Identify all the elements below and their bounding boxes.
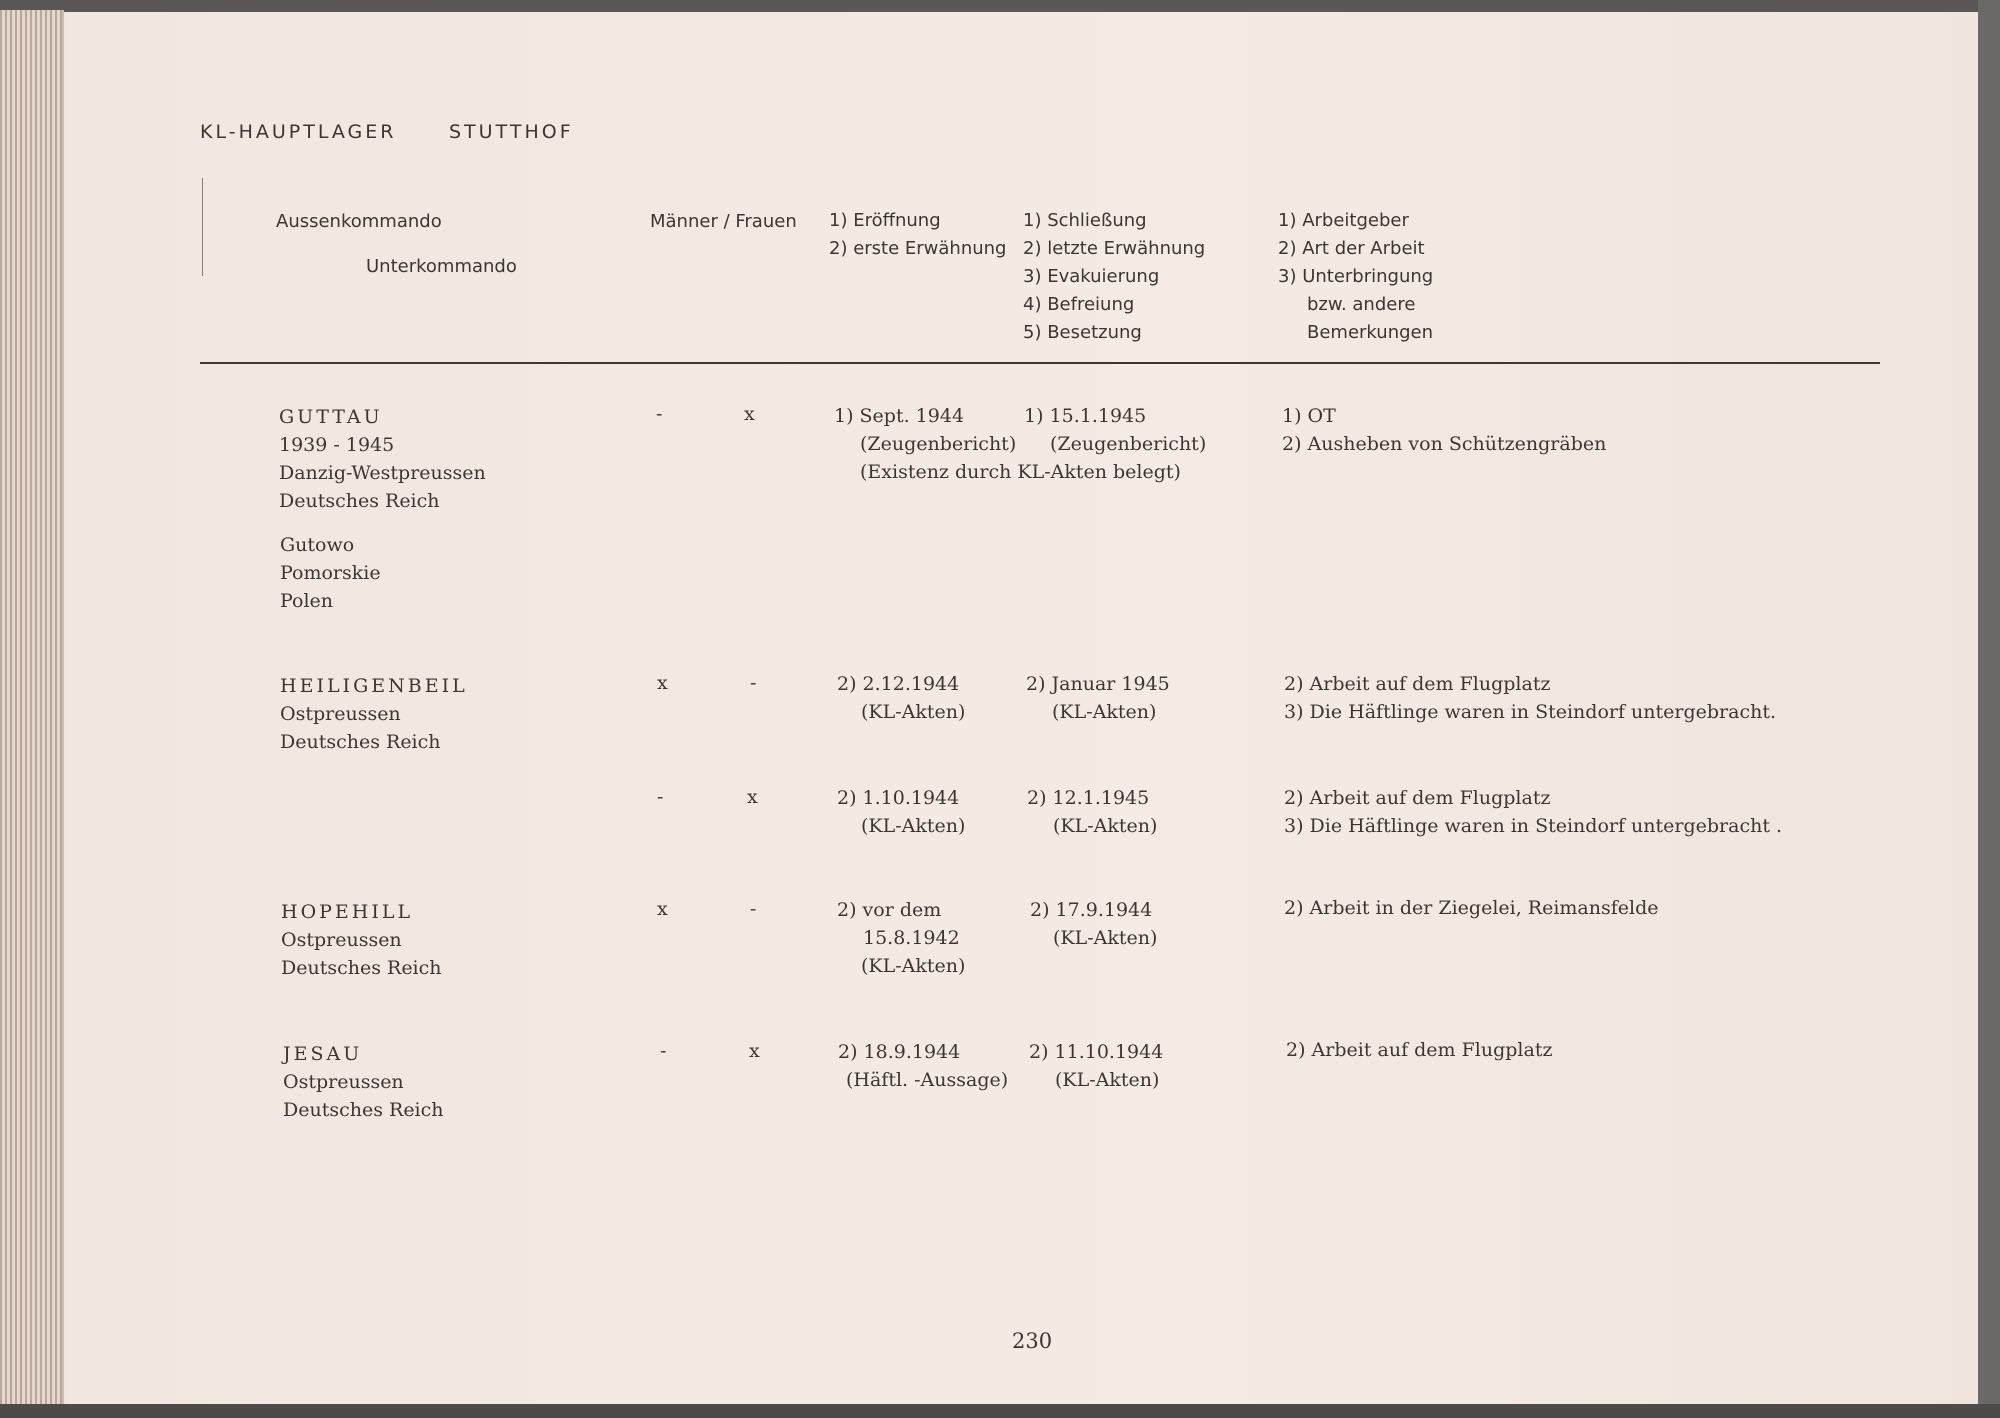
entry-guttau-country: Deutsches Reich	[279, 490, 440, 512]
entry-jesau-women: x	[749, 1040, 760, 1062]
entry-guttau-opening-1: 1) Sept. 1944	[834, 405, 965, 427]
entry-guttau-name: GUTTAU	[279, 406, 383, 428]
page-stack-edge	[0, 10, 64, 1405]
entry-hopehill-work	[1284, 894, 1659, 922]
entry-hopehill-country: Deutsches Reich	[281, 957, 442, 979]
entry-guttau-today	[280, 531, 381, 615]
entry-heiligenbeil-women-opening-1: 2) 1.10.1944	[837, 787, 960, 809]
header-vertical-rule	[202, 178, 203, 276]
header-divider	[200, 362, 1880, 364]
entry-guttau-opening-3: (Existenz durch KL-Akten belegt)	[860, 461, 1181, 483]
entry-jesau-work-1: 2) Arbeit auf dem Flugplatz	[1286, 1039, 1553, 1061]
column-closing	[1023, 207, 1205, 347]
column-work-1: 1) Arbeitgeber	[1278, 210, 1409, 231]
column-opening-1: 1) Eröffnung	[829, 210, 941, 231]
entry-heiligenbeil-closing	[1026, 670, 1170, 726]
entry-heiligenbeil-women-closing	[1027, 784, 1157, 840]
entry-heiligenbeil-women-men: -	[657, 786, 664, 808]
entry-guttau-opening-2: (Zeugenbericht)	[860, 433, 1017, 455]
column-closing-5: 5) Besetzung	[1023, 322, 1142, 343]
entry-guttau-today-country: Polen	[280, 590, 334, 612]
entry-guttau-closing	[1024, 402, 1206, 458]
entry-jesau-closing-1: 2) 11.10.1944	[1029, 1041, 1164, 1063]
entry-hopehill-closing	[1030, 896, 1157, 952]
scan-bottom-edge	[0, 1404, 2000, 1418]
entry-hopehill-place	[281, 898, 442, 982]
entry-jesau-opening-1: 2) 18.9.1944	[838, 1041, 961, 1063]
scan-top-edge	[0, 0, 2000, 12]
entry-hopehill-opening-1: 2) vor dem	[837, 899, 942, 921]
column-gender: Männer / Frauen	[650, 211, 797, 232]
entry-heiligenbeil-women-closing-1: 2) 12.1.1945	[1027, 787, 1150, 809]
column-kommando: Aussenkommando	[276, 211, 442, 232]
entry-guttau-closing-2: (Zeugenbericht)	[1050, 433, 1207, 455]
entry-guttau-men: -	[656, 403, 663, 425]
entry-hopehill-opening-3: (KL-Akten)	[861, 955, 966, 977]
entry-heiligenbeil-closing-2: (KL-Akten)	[1052, 701, 1157, 723]
entry-guttau-work	[1282, 402, 1606, 458]
entry-hopehill-women: -	[750, 898, 757, 920]
entry-heiligenbeil-opening-1: 2) 2.12.1944	[837, 673, 960, 695]
column-closing-4: 4) Befreiung	[1023, 294, 1135, 315]
entry-jesau-closing-2: (KL-Akten)	[1055, 1069, 1160, 1091]
entry-guttau-place	[279, 403, 486, 515]
column-work-3: 3) Unterbringung	[1278, 266, 1434, 287]
entry-hopehill-men: x	[657, 898, 668, 920]
entry-jesau-closing	[1029, 1038, 1163, 1094]
entry-guttau-today-town: Gutowo	[280, 534, 355, 556]
entry-heiligenbeil-work	[1284, 670, 1776, 726]
scan-right-edge	[1978, 0, 2000, 1418]
entry-heiligenbeil-name: HEILIGENBEIL	[280, 675, 468, 697]
entry-jesau-opening-2: (Häftl. -Aussage)	[846, 1069, 1009, 1091]
entry-jesau-country: Deutsches Reich	[283, 1099, 444, 1121]
entry-hopehill-closing-2: (KL-Akten)	[1053, 927, 1158, 949]
entry-heiligenbeil-women: -	[750, 672, 757, 694]
column-work-2: 2) Art der Arbeit	[1278, 238, 1425, 259]
entry-heiligenbeil-women-work-2: 3) Die Häftlinge waren in Steindorf untergebracht .	[1284, 815, 1783, 837]
entry-heiligenbeil-region: Ostpreussen	[280, 703, 401, 725]
entry-jesau-opening	[838, 1038, 1008, 1094]
entry-jesau-work	[1286, 1036, 1552, 1064]
entry-guttau-today-region: Pomorskie	[280, 562, 381, 584]
entry-guttau-closing-1: 1) 15.1.1945	[1024, 405, 1147, 427]
entry-heiligenbeil-opening-2: (KL-Akten)	[861, 701, 966, 723]
page-number: 230	[1012, 1329, 1053, 1353]
entry-hopehill-closing-1: 2) 17.9.1944	[1030, 899, 1153, 921]
column-closing-1: 1) Schließung	[1023, 210, 1147, 231]
entry-heiligenbeil-women-work-1: 2) Arbeit auf dem Flugplatz	[1284, 787, 1551, 809]
column-work	[1278, 207, 1433, 347]
entry-hopehill-work-1: 2) Arbeit in der Ziegelei, Reimansfelde	[1284, 897, 1659, 919]
entry-jesau-place	[283, 1040, 444, 1124]
entry-guttau-work-2: 2) Ausheben von Schützengräben	[1282, 433, 1607, 455]
entry-heiligenbeil-women-opening-2: (KL-Akten)	[861, 815, 966, 837]
header-camp-name: STUTTHOF	[449, 121, 574, 143]
entry-jesau-name: JESAU	[283, 1043, 363, 1065]
entry-jesau-men: -	[660, 1040, 667, 1062]
entry-hopehill-region: Ostpreussen	[281, 929, 402, 951]
entry-heiligenbeil-country: Deutsches Reich	[280, 731, 441, 753]
entry-heiligenbeil-women-opening	[837, 784, 965, 840]
column-opening	[829, 207, 1007, 263]
column-closing-2: 2) letzte Erwähnung	[1023, 238, 1206, 259]
column-work-5: Bemerkungen	[1307, 322, 1434, 343]
entry-heiligenbeil-women-women: x	[747, 786, 758, 808]
entry-heiligenbeil-work-1: 2) Arbeit auf dem Flugplatz	[1284, 673, 1551, 695]
header-camp: KL-HAUPTLAGER	[200, 121, 397, 143]
entry-heiligenbeil-opening	[837, 670, 965, 726]
entry-guttau-work-1: 1) OT	[1282, 405, 1336, 427]
entry-heiligenbeil-men: x	[657, 672, 668, 694]
entry-guttau-years: 1939 - 1945	[279, 434, 395, 456]
entry-guttau-region: Danzig-Westpreussen	[279, 462, 486, 484]
column-opening-2: 2) erste Erwähnung	[829, 238, 1007, 259]
entry-hopehill-opening	[837, 896, 965, 980]
entry-heiligenbeil-women-closing-2: (KL-Akten)	[1053, 815, 1158, 837]
entry-heiligenbeil-women-work	[1284, 784, 1782, 840]
column-unterkommando: Unterkommando	[366, 256, 517, 277]
entry-guttau-women: x	[744, 403, 755, 425]
entry-heiligenbeil-closing-1: 2) Januar 1945	[1026, 673, 1170, 695]
column-work-4: bzw. andere	[1307, 294, 1416, 315]
entry-heiligenbeil-place	[280, 672, 468, 756]
entry-hopehill-opening-2: 15.8.1942	[863, 927, 960, 949]
column-closing-3: 3) Evakuierung	[1023, 266, 1160, 287]
entry-jesau-region: Ostpreussen	[283, 1071, 404, 1093]
entry-hopehill-name: HOPEHILL	[281, 901, 414, 923]
entry-heiligenbeil-work-2: 3) Die Häftlinge waren in Steindorf untergebracht.	[1284, 701, 1777, 723]
